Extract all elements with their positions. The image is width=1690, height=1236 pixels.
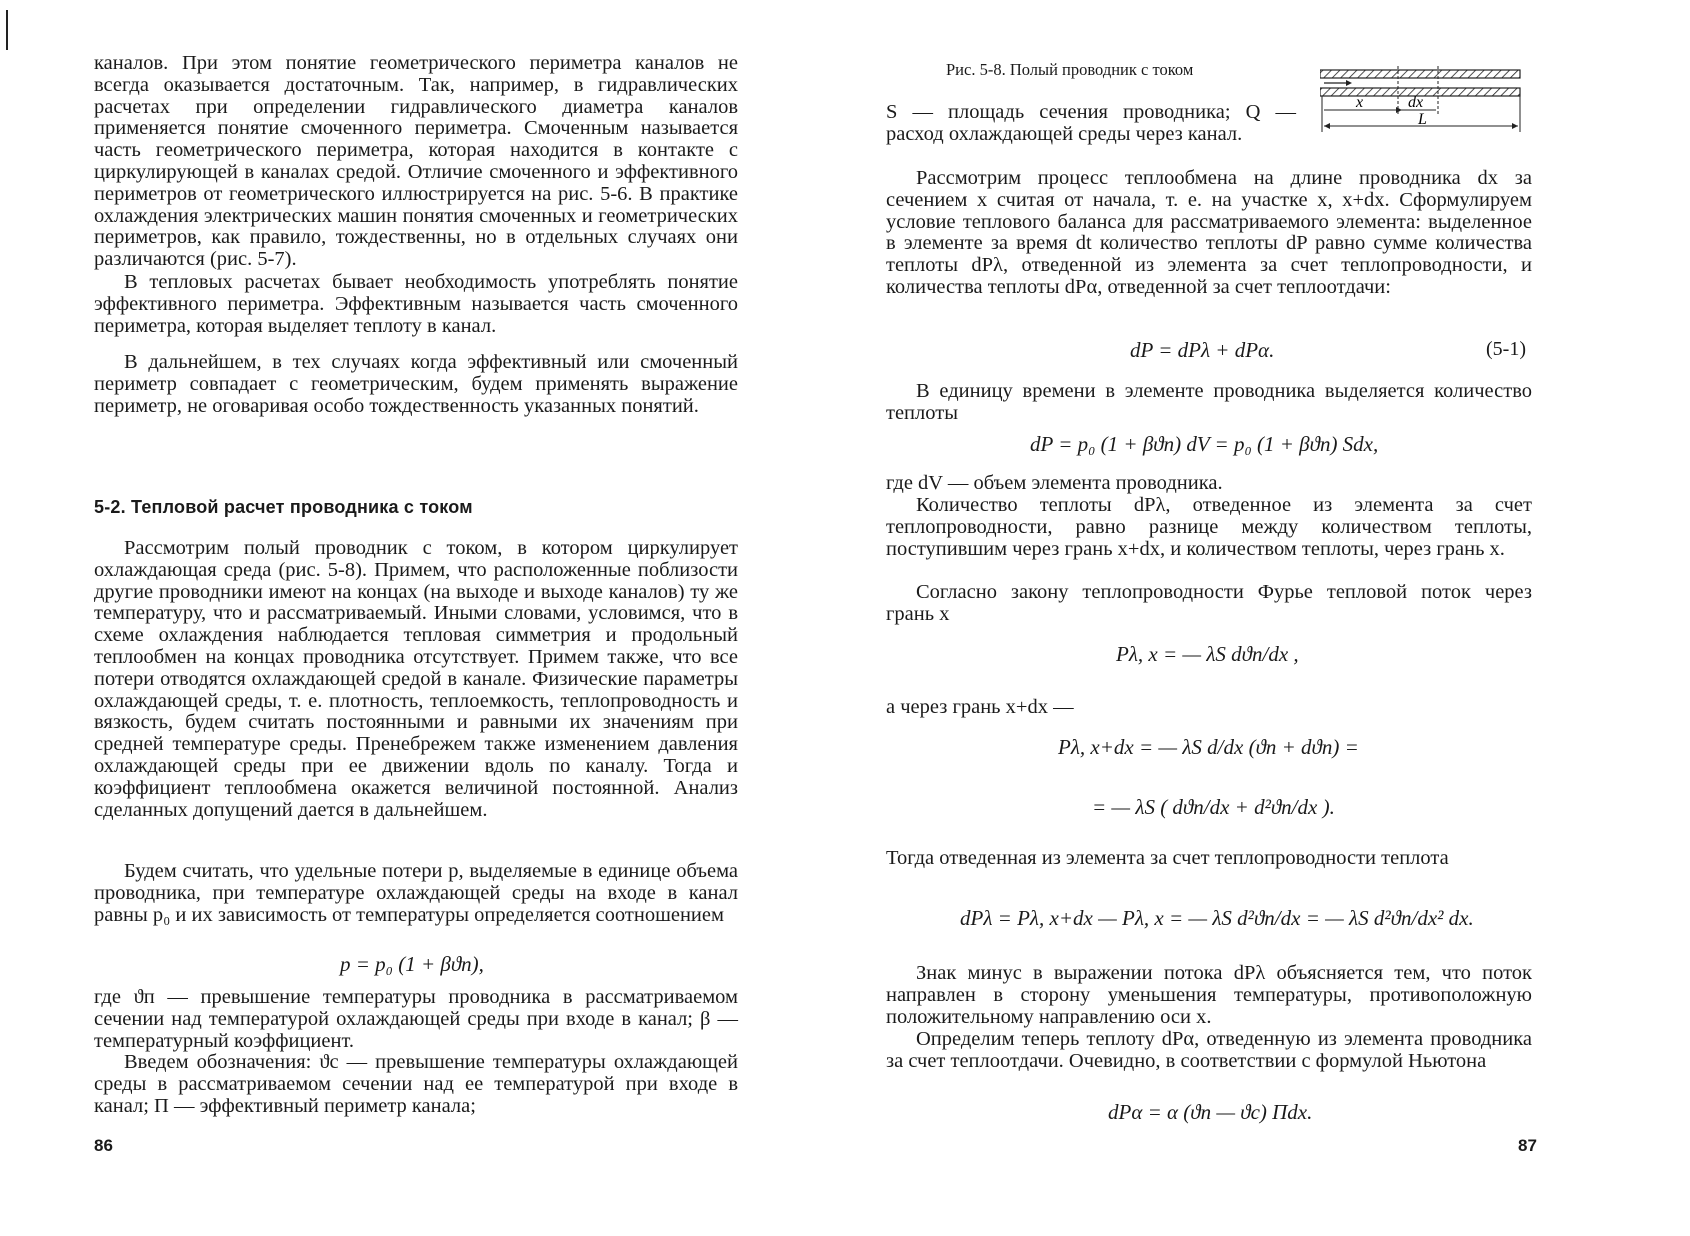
conductor-wall-top bbox=[1320, 70, 1520, 78]
section-heading: 5-2. Тепловой расчет проводника с током bbox=[94, 497, 473, 517]
conductor-diagram bbox=[1320, 64, 1535, 148]
L-arrow-left-icon bbox=[1324, 123, 1330, 129]
left-paragraph-4: Рассмотрим полый проводник с током, в котором циркулирует охлаждающая среда (рис. 5-8). Примем, что расположенные поблизости другие проводники имеют на концах (на выходе и выходе каналов) ту же температуру, что и рассматриваемый. Иными словами, условимся, что в схеме охлаждения наблюдается тепловая симметрия и продольный теплообмен на концах проводника отсутствует. Примем также, что все потери отводятся охлаждающей средой в канале. Физические параметры охлаждающей среды, т. е. плотность, теплоемкость, теплопроводность и вязкость, будем считать постоянными и равными их значениям при средней температуре среды. Пренебрежем также изменением давления охлаждающей среды при ее движении вдоль по каналу. Тогда и коэффициент теплообмена окажется величиной постоянной. Анализ сделанных допущений дается в дальнейшем. bbox=[94, 537, 738, 821]
equation-losses: p = p₀ (1 + βϑп), bbox=[340, 952, 484, 976]
arrow-head-icon bbox=[1346, 80, 1352, 86]
label-L: L bbox=[1418, 111, 1427, 128]
page-number-right: 87 bbox=[1518, 1136, 1537, 1155]
right-paragraph-6: Согласно закону теплопроводности Фурье тепловой поток через грань x bbox=[886, 581, 1532, 625]
hollow-conductor-figure bbox=[1320, 64, 1535, 153]
equation-P-lambda-x: Pλ, x = — λS dϑп/dx , bbox=[1116, 642, 1299, 666]
label-dx: dx bbox=[1408, 94, 1424, 111]
figure-caption: Рис. 5-8. Полый проводник с током bbox=[946, 60, 1194, 79]
left-paragraph-1: каналов. При этом понятие геометрического периметра каналов не всегда оказывается достаточным. Так, например, в гидравлических расчетах при определении гидравлического диаметра каналов применяется понятие смоченного периметра. Смоченным называется часть геометрического периметра, которая находится в контакте с циркулирующей в каналах средой. Отличие смоченного и эффективного периметров от геометрического иллюстрируется на рис. 5-6. В практике охлаждения электрических машин понятия смоченных и геометрических периметров, как правило, тождественны, но в отдельных случаях они различаются (рис. 5-7). bbox=[94, 52, 738, 271]
right-paragraph-8: Тогда отведенная из элемента за счет теплопроводности теплота bbox=[886, 847, 1449, 869]
page-number-left: 86 bbox=[94, 1136, 113, 1155]
right-paragraph-4: где dV — объем элемента проводника. bbox=[886, 472, 1223, 494]
left-paragraph-3: В дальнейшем, в тех случаях когда эффективный или смоченный периметр совпадает с геометрическим, будем применять выражение периметр, не оговаривая особо тождественность указанных понятий. bbox=[94, 351, 738, 417]
L-arrow-right-icon bbox=[1512, 123, 1518, 129]
right-paragraph-5: Количество теплоты dPλ, отведенное из элемента за счет теплопроводности, равно разнице между количеством теплоты, поступившим через грань x+dx, и количеством теплоты, через грань x. bbox=[886, 494, 1532, 560]
equation-5-1: dP = dPλ + dPα. bbox=[1130, 338, 1275, 362]
right-paragraph-2: Рассмотрим процесс теплообмена на длине проводника dx за сечением x считая от начала, т. е. на участке x, x+dx. Сформулируем условие теплового баланса для рассматриваемого элемента: выделенное в элементе за время dt количество теплоты dP равно сумме количества теплоты dPλ, отведенной из элемента за счет теплопроводности, и количества теплоты dPα, отведенной за счет теплоотдачи: bbox=[886, 167, 1532, 298]
right-paragraph-10: Определим теперь теплоту dPα, отведенную из элемента проводника за счет теплоотдачи. Очевидно, в соответствии с формулой Ньютона bbox=[886, 1028, 1532, 1072]
equation-dP-alpha: dPα = α (ϑп — ϑс) Πdx. bbox=[1108, 1100, 1313, 1124]
equation-dP: dP = p₀ (1 + βϑп) dV = p₀ (1 + βϑп) Sdx, bbox=[1030, 432, 1379, 456]
right-paragraph-9: Знак минус в выражении потока dPλ объясняется тем, что поток направлен в сторону уменьшения температуры, противоположную положительному направлению оси x. bbox=[886, 962, 1532, 1028]
right-paragraph-1: S — площадь сечения проводника; Q — расход охлаждающей среды через канал. bbox=[886, 101, 1296, 145]
right-paragraph-3: В единицу времени в элементе проводника выделяется количество теплоты bbox=[886, 380, 1532, 424]
left-paragraph-6: где ϑп — превышение температуры проводника в рассматриваемом сечении над температурой охлаждающей среды при входе в канал; β — температурный коэффициент. bbox=[94, 986, 738, 1052]
equation-dP-lambda: dPλ = Pλ, x+dx — Pλ, x = — λS d²ϑп/dx = — λS d²ϑп/dx² dx. bbox=[960, 906, 1474, 930]
label-x: x bbox=[1356, 94, 1364, 111]
equation-number-5-1: (5-1) bbox=[1486, 338, 1526, 360]
equation-P-lambda-x-dx: Pλ, x+dx = — λS d/dx (ϑп + dϑп) = bbox=[1058, 735, 1359, 759]
margin-mark bbox=[6, 10, 8, 50]
equation-P-lambda-expanded: = — λS ( dϑп/dx + d²ϑп/dx ). bbox=[1092, 795, 1335, 819]
left-paragraph-2: В тепловых расчетах бывает необходимость употреблять понятие эффективного периметра. Эффективным называется часть смоченного периметра, которая выделяет теплоту в канал. bbox=[94, 271, 738, 337]
left-paragraph-5: Будем считать, что удельные потери p, выделяемые в единице объема проводника, при температуре охлаждающей среды на входе в канал равны p₀ и их зависимость от температуры определяется соотношением bbox=[94, 860, 738, 926]
right-paragraph-7: а через грань x+dx — bbox=[886, 696, 1074, 718]
left-paragraph-7: Введем обозначения: ϑс — превышение температуры охлаждающей среды в рассматриваемом сечении над ее температурой при входе в канал; Π — эффективный периметр канала; bbox=[94, 1051, 738, 1117]
